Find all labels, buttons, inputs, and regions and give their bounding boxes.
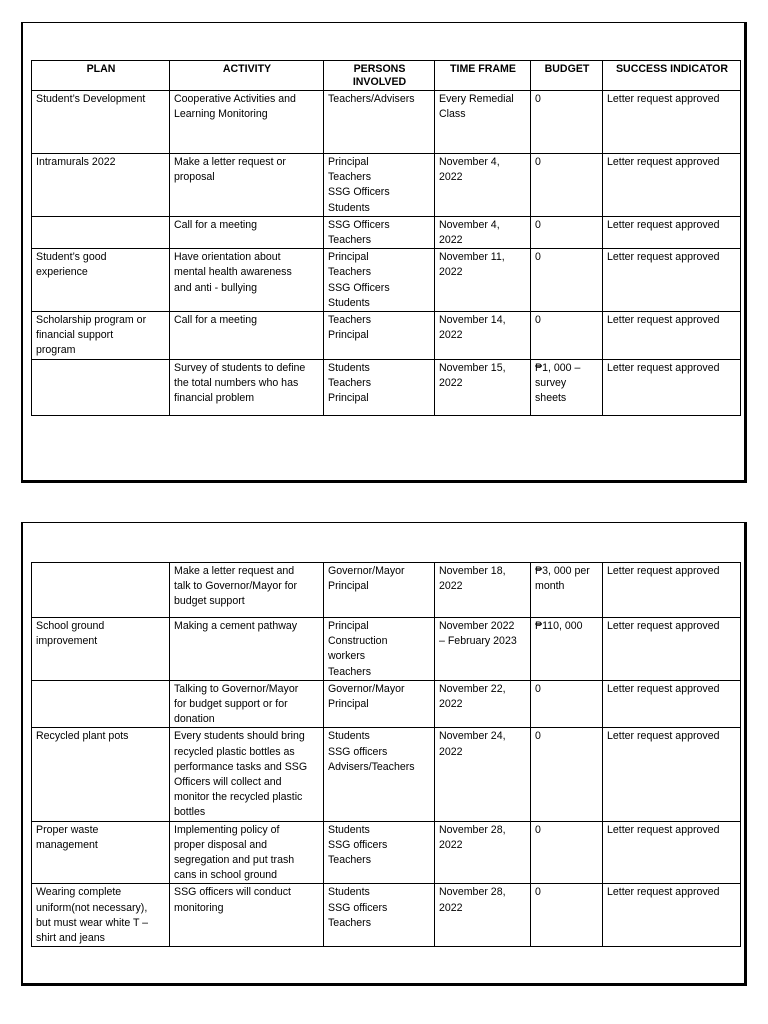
- table-row: [32, 728, 741, 821]
- cell-plan: [32, 249, 170, 312]
- cell-activity: [170, 680, 324, 728]
- cell-time-frame-line: November 4,: [439, 218, 500, 231]
- cell-success-indicator: [603, 680, 741, 728]
- cell-budget: [531, 884, 603, 947]
- cell-success-indicator-line: Letter request approved: [607, 730, 720, 743]
- cell-activity-line: donation: [174, 713, 215, 726]
- cell-activity-line: financial problem: [174, 392, 255, 405]
- cell-persons-involved-line: Principal: [328, 580, 369, 593]
- cell-success-indicator: [603, 91, 741, 154]
- cell-persons-involved-line: Students: [328, 201, 370, 214]
- cell-persons-involved-line: Principal: [328, 620, 369, 632]
- cell-time-frame-line: 2022: [439, 838, 463, 851]
- plan-table-page-2: [31, 562, 741, 947]
- cell-time-frame-line: November 22,: [439, 682, 506, 695]
- cell-budget-line: 0: [535, 886, 541, 899]
- cell-persons-involved: [324, 821, 435, 884]
- cell-time-frame: [435, 154, 531, 217]
- cell-activity: [170, 563, 324, 618]
- cell-activity-line: Learning Monitoring: [174, 108, 268, 121]
- cell-persons-involved-line: Teachers: [328, 665, 371, 678]
- table-row: [32, 359, 741, 415]
- cell-plan-line: Proper waste: [36, 823, 99, 836]
- cell-activity-line: Make a letter request or: [174, 156, 286, 168]
- cell-success-indicator-line: Letter request approved: [607, 93, 720, 105]
- cell-persons-involved-line: Teachers: [328, 314, 371, 327]
- cell-success-indicator: [603, 154, 741, 217]
- cell-plan-line: but must wear white T –: [36, 916, 149, 929]
- cell-activity-line: Talking to Governor/Mayor: [174, 682, 299, 695]
- cell-plan: [32, 91, 170, 154]
- cell-persons-involved-line: SSG Officers: [328, 281, 390, 294]
- cell-time-frame-line: November 2022: [439, 620, 515, 632]
- cell-plan-line: Student’s good: [36, 251, 107, 264]
- cell-success-indicator-line: Letter request approved: [607, 620, 720, 632]
- cell-time-frame-line: November 15,: [439, 361, 506, 374]
- cell-activity: [170, 728, 324, 821]
- cell-activity-line: talk to Governor/Mayor for: [174, 580, 298, 593]
- cell-persons-involved-line: Students: [328, 361, 370, 374]
- cell-persons-involved: [324, 618, 435, 681]
- cell-persons-involved-line: SSG officers: [328, 838, 388, 851]
- cell-plan: [32, 618, 170, 681]
- cell-activity: [170, 249, 324, 312]
- cell-persons-involved-line: Principal: [328, 392, 369, 405]
- cell-time-frame-line: – February 2023: [439, 635, 517, 648]
- cell-plan-line: shirt and jeans: [36, 932, 105, 945]
- cell-plan-line: financial support: [36, 329, 114, 342]
- cell-success-indicator-line: Letter request approved: [607, 823, 720, 836]
- cell-persons-involved-line: Students: [328, 730, 370, 743]
- cell-persons-involved: [324, 728, 435, 821]
- cell-success-indicator-line: Letter request approved: [607, 361, 720, 374]
- cell-persons-involved: [324, 91, 435, 154]
- cell-success-indicator-line: Letter request approved: [607, 251, 720, 264]
- cell-budget: [531, 680, 603, 728]
- cell-time-frame-line: November 14,: [439, 314, 506, 327]
- cell-persons-involved-line: Teachers: [328, 916, 371, 929]
- cell-time-frame: [435, 618, 531, 681]
- cell-time-frame: [435, 312, 531, 360]
- table-row: [32, 249, 741, 312]
- cell-time-frame-line: Every Remedial: [439, 93, 514, 105]
- cell-plan-line: Wearing complete: [36, 886, 122, 899]
- cell-budget: [531, 728, 603, 821]
- cell-budget-line: 0: [535, 682, 541, 695]
- cell-budget: [531, 312, 603, 360]
- cell-success-indicator-line: Letter request approved: [607, 314, 720, 327]
- cell-persons-involved: [324, 249, 435, 312]
- cell-plan: [32, 884, 170, 947]
- cell-time-frame: [435, 91, 531, 154]
- cell-persons-involved-line: Teachers/Advisers: [328, 93, 415, 105]
- cell-time-frame: [435, 563, 531, 618]
- cell-time-frame-line: November 4,: [439, 156, 500, 168]
- cell-budget: [531, 154, 603, 217]
- cell-plan: [32, 728, 170, 821]
- cell-activity: [170, 91, 324, 154]
- plan-table-page-1: [31, 60, 741, 416]
- cell-success-indicator-line: Letter request approved: [607, 218, 720, 231]
- cell-persons-involved-line: SSG officers: [328, 901, 388, 914]
- cell-activity-line: Have orientation about: [174, 251, 281, 264]
- header-persons-involved: [324, 61, 435, 91]
- cell-budget-line: ₱3, 000 per: [535, 565, 590, 577]
- cell-persons-involved-line: Governor/Mayor: [328, 565, 405, 577]
- cell-budget-line: ₱1, 000 –: [535, 361, 581, 374]
- cell-plan-line: experience: [36, 266, 88, 279]
- cell-persons-involved-line: Students: [328, 296, 370, 309]
- cell-plan-line: program: [36, 344, 76, 357]
- table-row: [32, 884, 741, 947]
- cell-budget: [531, 91, 603, 154]
- cell-budget-line: 0: [535, 823, 541, 836]
- cell-persons-involved-line: Advisers/Teachers: [328, 760, 415, 773]
- cell-plan: [32, 312, 170, 360]
- cell-activity-line: Cooperative Activities and: [174, 93, 296, 105]
- cell-persons-involved-line: Principal: [328, 329, 369, 342]
- cell-activity-line: segregation and put trash: [174, 854, 295, 867]
- cell-plan: [32, 821, 170, 884]
- cell-persons-involved: [324, 216, 435, 248]
- cell-budget-line: survey: [535, 376, 567, 389]
- cell-persons-involved: [324, 884, 435, 947]
- cell-success-indicator-line: Letter request approved: [607, 682, 720, 695]
- cell-time-frame-line: 2022: [439, 901, 463, 914]
- cell-activity-line: Survey of students to define: [174, 361, 306, 374]
- cell-budget-line: 0: [535, 314, 541, 327]
- cell-success-indicator: [603, 884, 741, 947]
- cell-time-frame-line: November 28,: [439, 886, 506, 899]
- cell-activity: [170, 216, 324, 248]
- cell-success-indicator: [603, 216, 741, 248]
- header-plan: PLAN: [32, 61, 170, 91]
- cell-success-indicator: [603, 728, 741, 821]
- cell-persons-involved-line: SSG Officers: [328, 186, 390, 199]
- header-persons-line: INVOLVED: [352, 76, 407, 88]
- cell-activity: [170, 154, 324, 217]
- cell-plan: [32, 563, 170, 618]
- cell-persons-involved-line: Governor/Mayor: [328, 682, 405, 695]
- cell-budget-line: 0: [535, 218, 541, 231]
- header-activity: ACTIVITY: [170, 61, 324, 91]
- cell-success-indicator-line: Letter request approved: [607, 886, 720, 899]
- cell-activity-line: Implementing policy of: [174, 823, 280, 836]
- cell-activity-line: Call for a meeting: [174, 218, 258, 231]
- cell-time-frame-line: November 11,: [439, 251, 505, 264]
- cell-activity-line: Making a cement pathway: [174, 620, 298, 632]
- cell-time-frame-line: 2022: [439, 580, 463, 593]
- cell-budget: [531, 359, 603, 415]
- cell-plan: [32, 359, 170, 415]
- cell-success-indicator-line: Letter request approved: [607, 565, 720, 577]
- cell-budget: [531, 618, 603, 681]
- cell-budget-line: ₱110, 000: [535, 620, 583, 632]
- table-row: [32, 312, 741, 360]
- cell-persons-involved: [324, 312, 435, 360]
- cell-persons-involved-line: Teachers: [328, 376, 371, 389]
- cell-activity-line: the total numbers who has: [174, 376, 299, 389]
- cell-budget: [531, 249, 603, 312]
- cell-time-frame-line: November 28,: [439, 823, 506, 836]
- cell-success-indicator: [603, 359, 741, 415]
- cell-budget-line: sheets: [535, 392, 567, 405]
- cell-time-frame: [435, 728, 531, 821]
- cell-persons-involved-line: SSG Officers: [328, 218, 390, 231]
- cell-time-frame: [435, 884, 531, 947]
- header-success-indicator: SUCCESS INDICATOR: [603, 61, 741, 91]
- cell-budget-line: 0: [535, 93, 541, 105]
- cell-time-frame: [435, 216, 531, 248]
- document-page-2: [21, 522, 747, 986]
- table-row: [32, 216, 741, 248]
- table-row: [32, 154, 741, 217]
- cell-plan: [32, 154, 170, 217]
- cell-persons-involved: [324, 680, 435, 728]
- cell-plan-line: improvement: [36, 635, 98, 648]
- cell-plan-line: School ground: [36, 620, 105, 632]
- table-row: [32, 563, 741, 618]
- table-header-row: [32, 61, 741, 91]
- cell-success-indicator: [603, 618, 741, 681]
- cell-plan-line: uniform(not necessary),: [36, 901, 148, 914]
- cell-persons-involved-line: workers: [328, 650, 366, 663]
- cell-time-frame-line: 2022: [439, 376, 463, 389]
- table-row: [32, 618, 741, 681]
- cell-plan-line: Student’s Development: [36, 93, 146, 105]
- cell-time-frame-line: November 24,: [439, 730, 506, 743]
- cell-plan: [32, 216, 170, 248]
- cell-persons-involved-line: Students: [328, 823, 370, 836]
- cell-time-frame-line: 2022: [439, 266, 463, 279]
- cell-activity: [170, 312, 324, 360]
- cell-time-frame-line: 2022: [439, 698, 463, 711]
- cell-activity-line: monitoring: [174, 901, 224, 914]
- table-row: [32, 680, 741, 728]
- cell-activity-line: proposal: [174, 171, 215, 184]
- cell-activity-line: and anti - bullying: [174, 281, 258, 294]
- cell-time-frame-line: 2022: [439, 745, 463, 758]
- cell-persons-involved-line: Teachers: [328, 171, 371, 184]
- cell-budget-line: 0: [535, 251, 541, 264]
- cell-plan-line: Recycled plant pots: [36, 730, 129, 743]
- document-page-1: [21, 22, 747, 483]
- cell-persons-involved: [324, 359, 435, 415]
- cell-success-indicator-line: Letter request approved: [607, 156, 720, 168]
- cell-plan-line: Intramurals 2022: [36, 156, 116, 168]
- cell-persons-involved-line: Principal: [328, 698, 369, 711]
- cell-success-indicator: [603, 312, 741, 360]
- cell-activity-line: Call for a meeting: [174, 314, 258, 327]
- cell-activity-line: Officers will collect and: [174, 776, 282, 789]
- cell-budget-line: 0: [535, 730, 541, 743]
- cell-time-frame: [435, 680, 531, 728]
- header-persons-line: PERSONS: [353, 63, 406, 75]
- cell-activity-line: performance tasks and SSG: [174, 760, 308, 773]
- cell-time-frame-line: 2022: [439, 234, 463, 247]
- cell-time-frame-line: 2022: [439, 171, 463, 184]
- cell-activity-line: monitor the recycled plastic: [174, 791, 303, 804]
- cell-plan-line: Scholarship program or: [36, 314, 147, 327]
- table-row: [32, 821, 741, 884]
- cell-activity-line: SSG officers will conduct: [174, 886, 291, 899]
- cell-persons-involved-line: Principal: [328, 251, 369, 264]
- cell-activity-line: proper disposal and: [174, 838, 268, 851]
- cell-time-frame-line: November 18,: [439, 565, 506, 577]
- cell-plan-line: management: [36, 838, 98, 851]
- cell-activity-line: budget support: [174, 595, 245, 608]
- cell-persons-involved-line: Teachers: [328, 266, 371, 279]
- cell-activity-line: recycled plastic bottles as: [174, 745, 295, 758]
- cell-budget: [531, 563, 603, 618]
- cell-time-frame: [435, 249, 531, 312]
- cell-plan: [32, 680, 170, 728]
- cell-persons-involved-line: Construction: [328, 635, 388, 648]
- table-row: [32, 91, 741, 154]
- cell-activity-line: cans in school ground: [174, 869, 278, 882]
- cell-time-frame-line: Class: [439, 108, 466, 121]
- cell-persons-involved-line: Students: [328, 886, 370, 899]
- cell-activity: [170, 359, 324, 415]
- header-budget: BUDGET: [531, 61, 603, 91]
- cell-activity-line: for budget support or for: [174, 698, 288, 711]
- cell-budget: [531, 821, 603, 884]
- cell-persons-involved-line: Teachers: [328, 854, 371, 867]
- cell-budget: [531, 216, 603, 248]
- header-time-frame: TIME FRAME: [435, 61, 531, 91]
- cell-success-indicator: [603, 821, 741, 884]
- cell-budget-line: month: [535, 580, 565, 593]
- cell-success-indicator: [603, 563, 741, 618]
- cell-success-indicator: [603, 249, 741, 312]
- cell-activity-line: mental health awareness: [174, 266, 292, 279]
- cell-activity: [170, 884, 324, 947]
- cell-persons-involved: [324, 563, 435, 618]
- cell-activity: [170, 821, 324, 884]
- cell-persons-involved-line: Principal: [328, 156, 369, 168]
- cell-activity: [170, 618, 324, 681]
- cell-budget-line: 0: [535, 156, 541, 168]
- cell-persons-involved-line: SSG officers: [328, 745, 388, 758]
- cell-activity-line: bottles: [174, 806, 206, 819]
- cell-activity-line: Make a letter request and: [174, 565, 295, 577]
- cell-time-frame-line: 2022: [439, 329, 463, 342]
- cell-time-frame: [435, 359, 531, 415]
- cell-persons-involved: [324, 154, 435, 217]
- cell-time-frame: [435, 821, 531, 884]
- cell-activity-line: Every students should bring: [174, 730, 305, 743]
- cell-persons-involved-line: Teachers: [328, 234, 371, 247]
